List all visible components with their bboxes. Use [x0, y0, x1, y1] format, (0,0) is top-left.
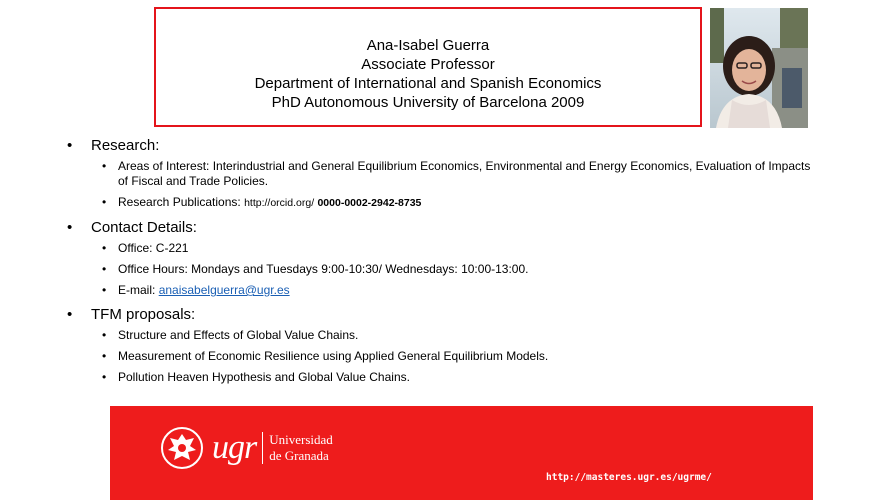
- research-title: Research:: [91, 137, 160, 154]
- profile-title-box: [154, 7, 702, 127]
- email-link[interactable]: anaisabelguerra@ugr.es: [158, 283, 290, 297]
- bullet-icon: •: [102, 328, 107, 342]
- tfm-title: TFM proposals:: [91, 306, 196, 323]
- ugr-logo: [160, 426, 333, 470]
- bullet-icon: •: [102, 195, 107, 209]
- profile-photo: [710, 8, 808, 128]
- bullet-icon: •: [102, 370, 107, 384]
- orcid-url: http://orcid.org/: [244, 197, 315, 209]
- list-item: [60, 370, 820, 385]
- list-item: [60, 283, 820, 298]
- bullet-icon: •: [102, 241, 107, 255]
- university-name: [262, 432, 333, 464]
- contact-title: Contact Details:: [91, 219, 197, 236]
- list-item: [60, 241, 820, 256]
- masters-url-link[interactable]: http://masteres.ugr.es/ugrme/: [546, 472, 712, 483]
- tfm-item: Structure and Effects of Global Value Chains.: [118, 328, 359, 342]
- bullet-icon: •: [102, 159, 107, 173]
- university-name-line2: de Granada: [269, 448, 329, 463]
- ugr-eagle-icon: [160, 426, 204, 470]
- research-interests: Areas of Interest: Interindustrial and General Equilibrium Economics, Environmental and Energy Economics, Evaluation of Impacts of Fiscal and Trade Policies.: [118, 159, 811, 188]
- list-item: [60, 159, 820, 189]
- professor-degree: PhD Autonomous University of Barcelona 2009: [271, 94, 585, 111]
- bullet-icon: •: [67, 219, 73, 236]
- tfm-item: Measurement of Economic Resilience using Applied General Equilibrium Models.: [118, 349, 549, 363]
- list-item: [60, 328, 820, 343]
- professor-department: Department of International and Spanish Economics: [254, 75, 602, 92]
- tfm-section: [60, 305, 820, 385]
- publications-label: Research Publications:: [118, 195, 241, 209]
- office: Office: C-221: [118, 241, 189, 255]
- bullet-icon: •: [102, 283, 107, 297]
- list-item: [60, 195, 820, 211]
- research-section: [60, 136, 820, 211]
- professor-position: Associate Professor: [361, 56, 495, 73]
- tfm-item: Pollution Heaven Hypothesis and Global Value Chains.: [118, 370, 410, 384]
- bullet-icon: •: [102, 262, 107, 276]
- contact-section: [60, 218, 820, 298]
- ugr-wordmark: ugr: [212, 429, 257, 466]
- list-item: [60, 349, 820, 364]
- orcid-id: 0000-0002-2942-8735: [317, 197, 422, 209]
- professor-name: Ana-Isabel Guerra: [366, 37, 490, 54]
- office-hours: Office Hours: Mondays and Tuesdays 9:00-10:30/ Wednesdays: 10:00-13:00.: [118, 262, 529, 276]
- university-footer-banner: [110, 406, 813, 500]
- bullet-icon: •: [102, 349, 107, 363]
- list-item: [60, 262, 820, 277]
- bullet-icon: •: [67, 306, 73, 323]
- email-label: E-mail:: [118, 283, 156, 297]
- bullet-icon: •: [67, 137, 73, 154]
- university-name-line1: Universidad: [269, 432, 333, 447]
- content-body: [60, 136, 820, 392]
